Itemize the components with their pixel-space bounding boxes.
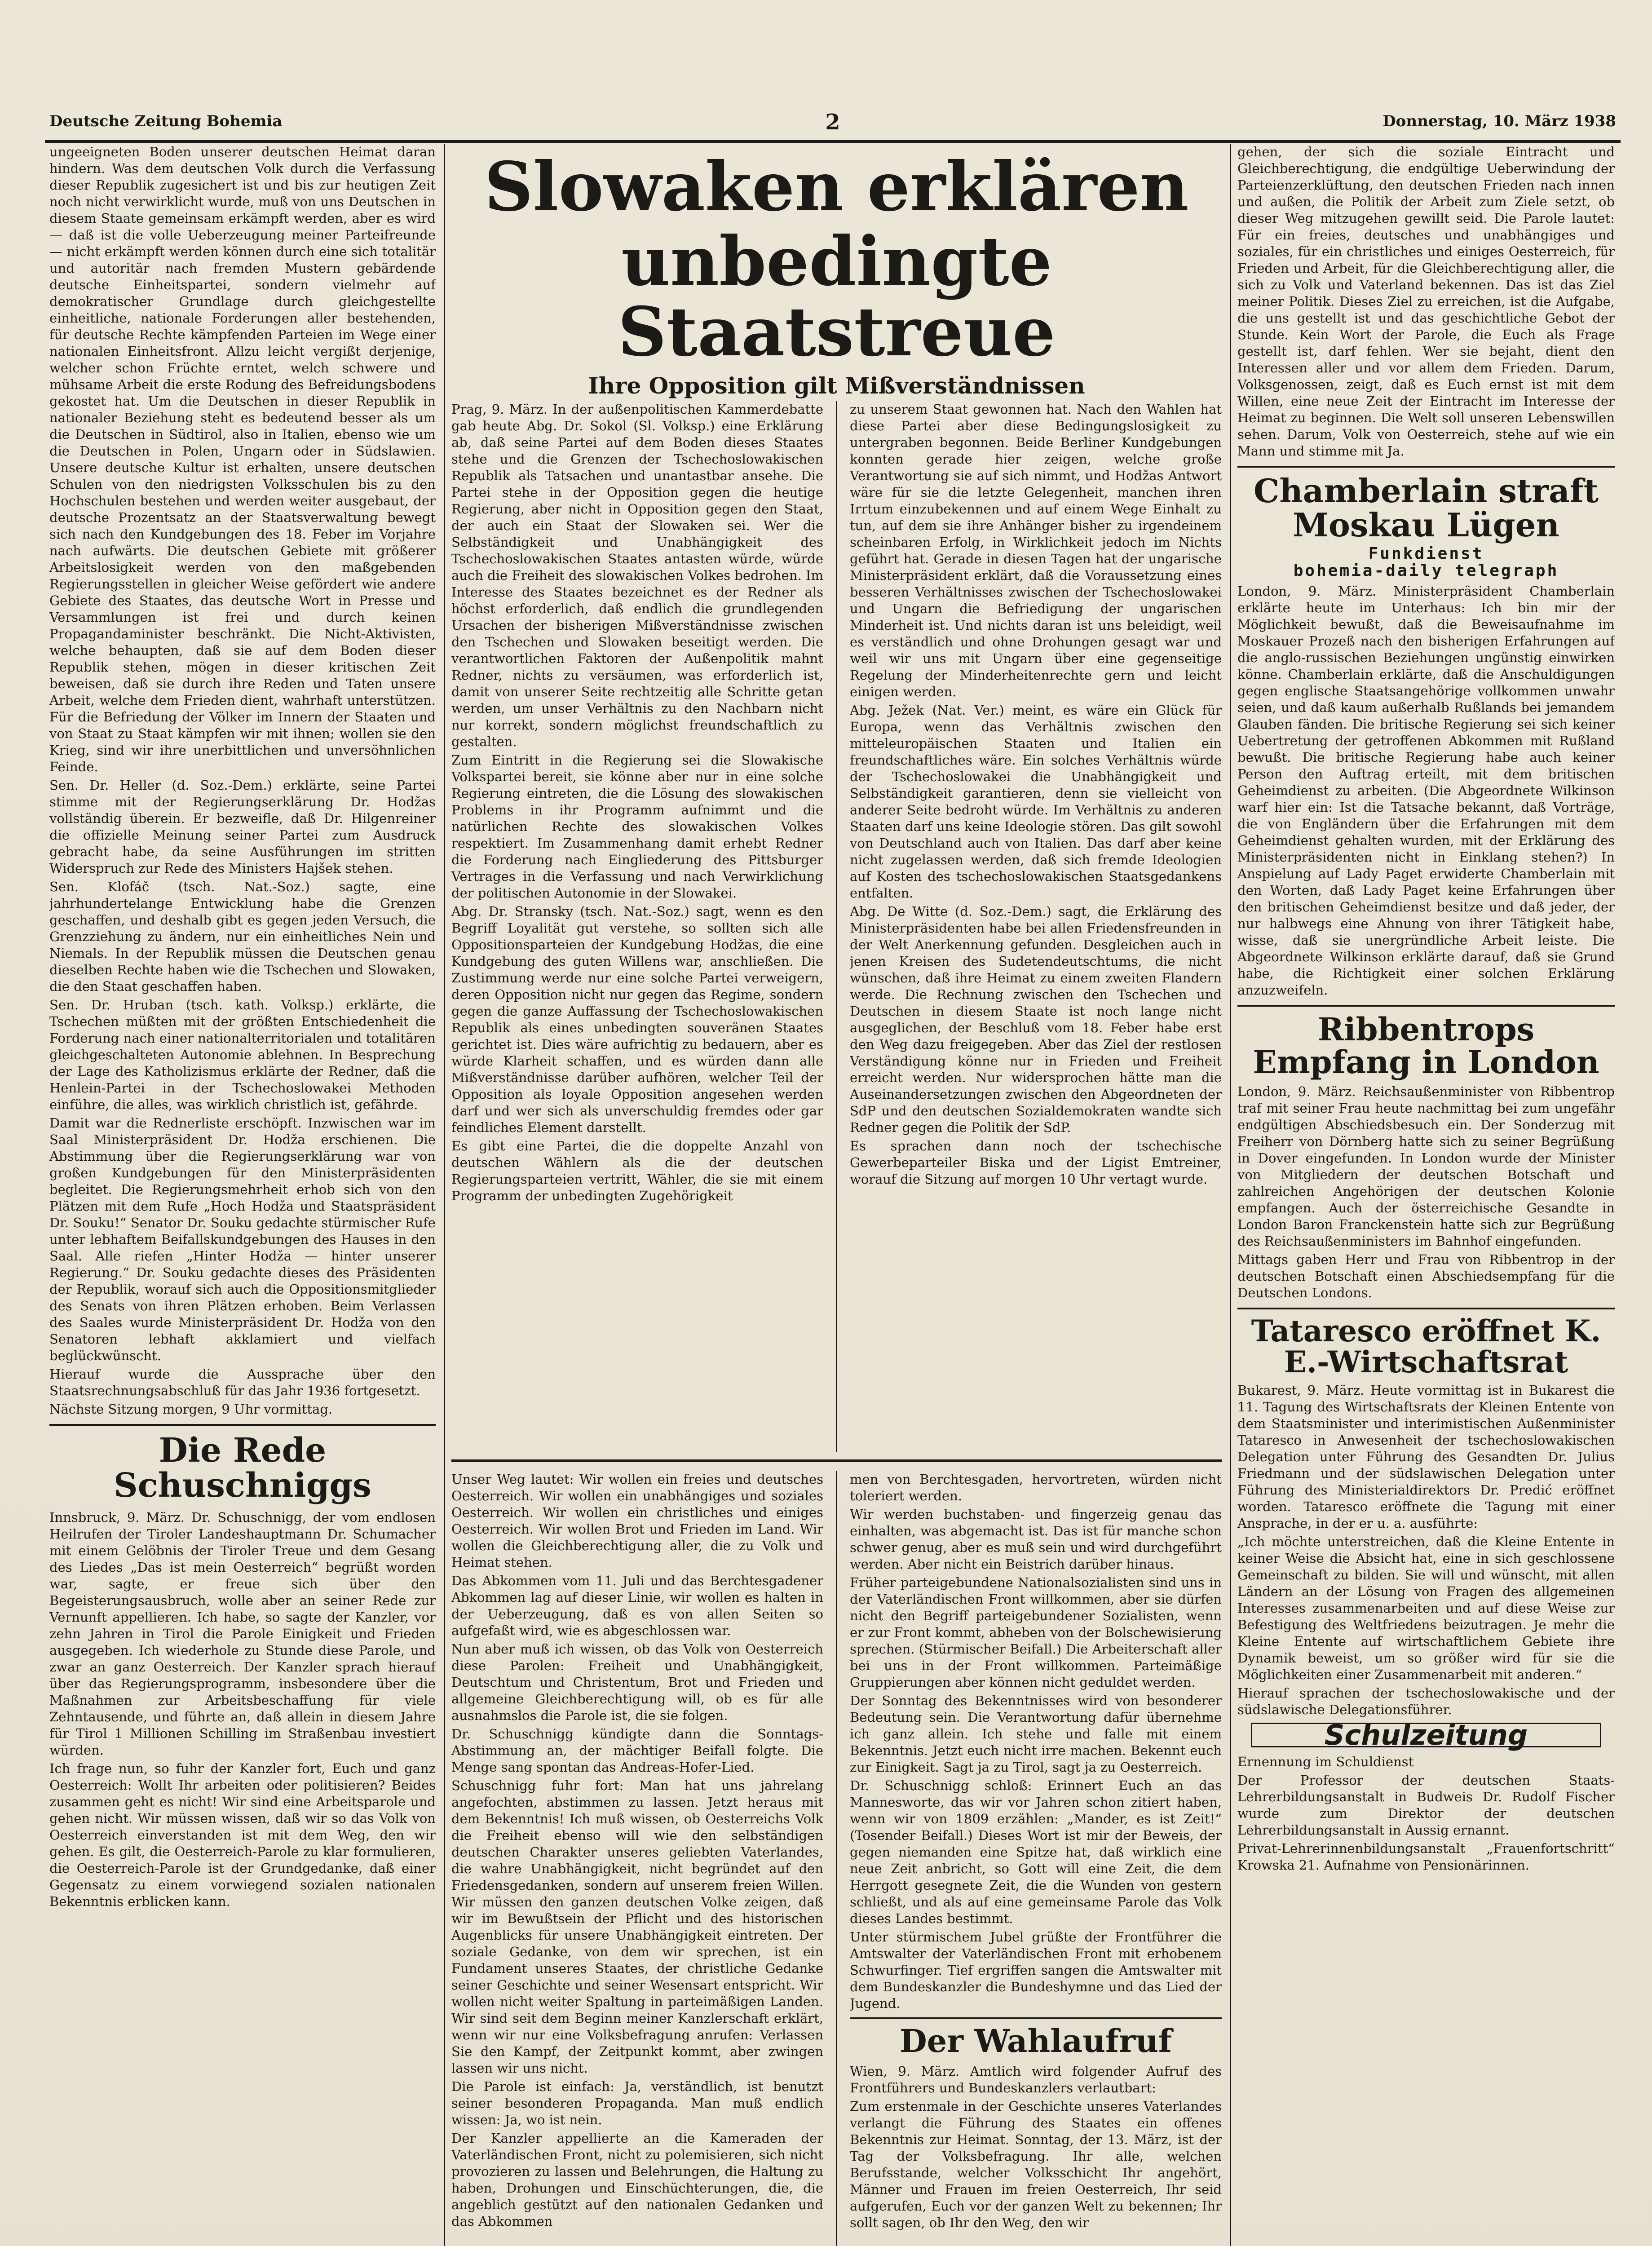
schuschnigg-right-paragraph: Der Sonntag des Bekenntnisses wird von besonderer Bedeutung sein. Die Verantwortung dafür übernehme ich ganz allein. Ich stehe und falle mit einem Bekenntnis. Jetzt euch nicht irre machen. Bekennt euch zur Einigkeit. Sagt ja zu Tirol, sagt ja zu Oesterreich.	[850, 1693, 1222, 1775]
schuschnigg-left-paragraph: Die Parole ist einfach: Ja, verständlich, ist benutzt seiner besonderen Propaganda. Man muß endlich wissen: Ja, wo ist nein.	[451, 2079, 823, 2127]
chamberlain-paragraph: London, 9. März. Ministerpräsident Chamberlain erklärte heute im Unterhaus: Ich bin mir der Möglichkeit bewußt, daß die Beweisaufnahme im Moskauer Prozeß nach den bisherigen Erfahrungen auf die anglo-russischen Beziehungen ungünstig einwirken könne. Chamberlain erklärte, daß die Anschuldigungen gegen englische Staatsangehörige vollkommen unwahr seien, und daß kaum außerhalb Rußlands bei jemandem Glauben fänden. Die britische Regierung sei sich keiner Uebertretung der getroffenen Abkommen mit Rußland bewußt. Die britische Regierung habe auch keiner Person den Auftrag erteilt, mit dem britischen Geheimdienst zu arbeiten. (Die Abgeordnete Wilkinson warf hier ein: Ist die Tatsache bekannt, daß Vorträge, die von Engländern über die Erfahrungen mit dem Geheimdienst gehalten wurden, mit der Erklärung des Ministerpräsidenten nicht in Einklang stehen?) In Anspielung auf Lady Paget erwiderte Chamberlain mit den Worten, daß Lady Paget keine Erfahrungen über den britischen Geheimdienst besitze und daß jeder, der nur halbwegs eine Ahnung von ihrer Tätigkeit habe, wisse, daß sie unergründliche Arbeit leiste. Die Abgeordnete Wilkinson erklärte darauf, daß sie Grund habe, die Richtigkeit einer solchen Erklärung anzuzweifeln.	[1237, 583, 1615, 998]
slowaken-right-paragraph: Abg. De Witte (d. Soz.-Dem.) sagt, die Erklärung des Ministerpräsidenten habe bei allen Friedensfreunden in der Welt Anerkennung gefunden. Desgleichen auch in jenen Kreisen des Sudetendeutschtums, die nicht wünschen, daß ihre Heimat zu einem zweiten Flandern werde. Die Rechnung zwischen den Tschechen und Deutschen in diesem Staate ist noch lange nicht ausgeglichen, der Beschluß vom 18. Feber habe erst den Weg dazu freigegeben. Aber das Ziel der restlosen Verständigung könne nur in Frieden und Freiheit erreicht werden. Nur widersprochen hätte man die Auseinandersetzungen zwischen den Abgeordneten der SdP und den deutschen Sozialdemokraten wandte sich Redner gegen die Politik der SdP.	[850, 904, 1222, 1135]
slowaken-right-paragraph: zu unserem Staat gewonnen hat. Nach den Wahlen hat diese Partei aber diese Bedingungslosigkeit zu untergraben begonnen. Beide Berliner Kundgebungen konnten gerade hier zeigen, welche große Verantwortung sie auf sich nimmt, und Hodžas Antwort wäre für sie die letzte Gelegenheit, manchen ihren Irrtum einzubekennen und auf einem Wege Einhalt zu tun, auf dem sie ihre Anhänger bisher zu irgendeinem scheinbaren Erfolg, in Wirklichkeit jedoch im Nichts geführt hat. Gerade in diesen Tagen hat der ungarische Ministerpräsident erklärt, daß die Voraussetzung eines besseren Verhältnisses zwischen der Tschechoslowakei und Ungarn die Befriedigung der ungarischen Minderheit ist. Und nichts daran ist uns beleidigt, weil es verständlich und ohne Drohungen gesagt war und weil wir uns mit Ungarn über eine gegenseitige Regelung der Minderheitenrechte gern und leicht einigen werden.	[850, 402, 1222, 699]
schuschnigg-continuation-left	[451, 1471, 823, 2246]
header-rule	[45, 140, 1621, 143]
tataresco-paragraph: Hierauf sprachen der tschechoslowakische und der südslawische Delegationsführer.	[1237, 1685, 1615, 1718]
column-rule-3	[1230, 144, 1231, 2246]
schuschnigg-right-paragraph: Dr. Schuschnigg schloß: Erinnert Euch an das Mannesworte, das wir vor Jahren schon zitiert haben, wenn wir von 1809 erzählen: „Mander, es ist Zeit!“ (Tosender Beifall.) Dieses Wort ist mir der Beweis, der gegen niemanden eine Spitze hat, daß wirklich eine neue Zeit anbricht, so Gott will eine Zeit, die dem Herrgott gesegnete Zeit, die die Wunden von gestern schließt, und als auf eine gemeinsame Parole das Volk dieses Landes bestimmt.	[850, 1778, 1222, 1926]
page-header	[49, 112, 1616, 139]
schuschnigg-left-paragraph: Der Kanzler appellierte an die Kameraden der Vaterländischen Front, nicht zu polemisieren, sich nicht provozieren zu lassen und Belehrungen, die Haltung zu haben, Drohungen und Einschüchterungen, die, die angeblich gestützt auf den nationalen Gedanken und das Abkommen	[451, 2131, 823, 2229]
chamberlain-source-2: bohemia-daily telegraph	[1293, 561, 1559, 580]
schuschnigg-left-paragraph: Das Abkommen vom 11. Juli und das Berchtesgadener Abkommen lag auf dieser Linie, wir wollen es halten in der Ueberzeugung, daß es von allen Seiten so aufgefaßt wird, wie es abgeschlossen war.	[451, 1573, 823, 1638]
center-divider	[451, 1459, 1222, 1462]
schuschnigg-right-paragraph: Wir werden buchstaben- und fingerzeig genau das einhalten, was abgemacht ist. Das ist für manche schon schwer genug, aber es muß sein und wird durchgeführt werden. Aber nicht ein Beistrich darüber hinaus.	[850, 1507, 1222, 1572]
rede-paragraph: Innsbruck, 9. März. Dr. Schuschnigg, der vom endlosen Heilrufen der Tiroler Landeshauptmann Dr. Schumacher mit einem Gelöbnis der Tiroler Treue und dem Gesang des Liedes „Das ist mein Oesterreich“ begrüßt worden war, sagte, er freue sich über den Begeisterungsausbruch, wolle aber an seiner Rede zur Vernunft appellieren. Ich habe, so sagte der Kanzler, vor zehn Jahren in Tirol die Parole Einigkeit und Frieden ausgegeben. Ich wiederhole zu Stunde diese Parole, und zwar an ganz Oesterreich. Der Kanzler sprach hierauf über das Regierungsprogramm, insbesondere über die Maßnahmen zur Arbeitsbeschaffung für viele Zehntausende, und führte an, daß allein in diesem Jahre für Tirol 1 Millionen Schilling im Straßenbau investiert würden.	[49, 1510, 436, 1758]
main-headline-line2: unbedingte Staatstreue	[618, 221, 1056, 371]
issue-date: Donnerstag, 10. März 1938	[1383, 112, 1616, 130]
col1-intro-paragraph: Damit war die Rednerliste erschöpft. Inzwischen war im Saal Ministerpräsident Dr. Hodža erschienen. Die Abstimmung über die Regierungserklärung war von großen Kundgebungen für den Ministerpräsidenten begleitet. Die Regierungsmehrheit erhob sich von den Plätzen mit dem Rufe „Hoch Hodža und Staatspräsident Dr. Souku!“ Senator Dr. Souku gedachte stürmischer Rufe unter lebhaftem Beifallskundgebungen des Hauses in den Saal. Alle riefen „Hinter Hodža — hinter unserer Regierung.“ Dr. Souku gedachte dieses des Präsidenten der Republik, worauf sich auch die Oppositionsmitglieder des Senats von ihren Plätzen erhoben. Beim Verlassen des Saales wurde Ministerpräsident Dr. Hodža von den Senatoren lebhaft akklamiert und vielfach beglückwünscht.	[49, 1115, 436, 1363]
wahl-headline: Der Wahlaufruf	[899, 2022, 1172, 2060]
col4-divider-3	[1237, 1308, 1615, 1309]
chamberlain-source-1: Funkdienst	[1368, 544, 1484, 563]
ribbentrop-paragraph: London, 9. März. Reichsaußenminister von Ribbentrop traf mit seiner Frau heute nachmittag bei zum ungefähr endgültigen Abschiedsbesuch ein. Der Sonderzug mit Freiherr von Dörnberg hatte sich zu seiner Begrüßung in Dover eingefunden. In London wurde der Minister von Mitgliedern der deutschen Botschaft und zahlreichen Angehörigen der deutschen Kolonie empfangen. Auch der österreichische Gesandte in London Baron Franckenstein hatte sich zur Begrüßung des Reichsaußenministers im Bahnhof eingefunden.	[1237, 1083, 1615, 1249]
rede-article	[49, 1509, 436, 1910]
schuschnigg-left-paragraph: Dr. Schuschnigg kündigte dann die Sonntags-Abstimmung an, der mächtiger Beifall folgte. Die Menge sang spontan das Andreas-Hofer-Lied.	[451, 1726, 823, 1775]
col4-top-paragraph: gehen, der sich die soziale Eintracht und Gleichberechtigung, die endgültige Ueberwindung der Parteienzerklüftung, den deutschen Frieden nach innen und außen, die Politik der Arbeit zum Ziele setzt, ob dieser Weg mitzugehen gewillt seid. Die Parole lautet: Für ein freies, deutsches und unabhängiges und soziales, für ein christliches und einiges Oesterreich, für Frieden und Arbeit, für die Gleichberechtigung aller, die sich zu Volk und Vaterland bekennen. Das ist das Ziel meiner Politik. Dieses Ziel zu erreichen, ist die Aufgabe, die uns gestellt ist und das geschichtliche Gebot der Stunde. Kein Wort der Parole, die Euch als Frage gestellt ist, darf fehlen. Wer sie bejaht, dient den Interessen aller und vor allem dem Frieden. Darum, Volksgenossen, zeigt, daß es Euch ernst ist mit dem Willen, eine neue Zeit der Eintracht im Interesse der Heimat zu beginnen. Die Welt soll unseren Lebenswillen sehen. Darum, Volk von Oesterreich, stehe auf wie ein Mann und stimme mit Ja.	[1237, 144, 1615, 459]
wahl-paragraph: Zum erstenmale in der Geschichte unseres Vaterlandes verlangt die Führung des Staates ein offenes Bekenntnis zur Heimat. Sonntag, der 13. März, ist der Tag der Volksbefragung. Ihr alle, welchen Berufsstande, welcher Volksschicht Ihr angehört, Männer und Frauen im freien Oesterreich, Ihr seid aufgerufen, Euch vor der ganzen Welt zu bekennen; Ihr sollt sagen, ob Ihr den Weg, den wir	[850, 2098, 1222, 2230]
slowaken-right-paragraph: Abg. Ježek (Nat. Ver.) meint, es wäre ein Glück für Europa, wenn das Verhältnis zwischen den mitteleuropäischen Staaten und Italien ein freundschaftliches wäre. Ein solches Verhältnis würde der Tschechoslowakei die Unabhängigkeit und Selbständigkeit garantieren, denn sie vielleicht von anderer Seite bedroht würde. Im Verhältnis zu anderen Staaten darf uns keine Ideologie stören. Das gilt sowohl von Deutschland auch von Italien. Das darf aber keine nicht zugelassen werden, daß sich fremde Ideologien auf Kosten des tschechoslowakischen Staatsgedankens entfalten.	[850, 703, 1222, 901]
slowaken-left-paragraph: Abg. Dr. Stransky (tsch. Nat.-Soz.) sagt, wenn es den Begriff Loyalität gut verstehe, so sollten sich alle Oppositionsparteien der Kundgebung Hodžas, die eine Kundgebung des guten Willens war, anschließen. Die Zustimmung werde nur eine solche Partei verweigern, deren Opposition nicht nur gegen das Regime, sondern gegen die ganze Auffassung der Tschechoslowakischen Republik als eines unbedingten souveränen Staates gerichtet ist. Dies wäre aufrichtig zu bedauern, aber es würde Klarheit schaffen, und es würden dann alle Mißverständnisse darüber aufhören, welcher Teil der Opposition als loyale Opposition angesehen werden darf und wer sich als unverschuldig fremdes oder gar feindliches Element darstellt.	[451, 904, 823, 1135]
col1-intro-paragraph: Hierauf wurde die Aussprache über den Staatsrechnungsabschluß für das Jahr 1936 fortgesetzt.	[49, 1366, 436, 1398]
main-subheadline: Ihre Opposition gilt Mißverständnissen	[588, 372, 1085, 399]
column-4	[1237, 144, 1615, 2246]
chamberlain-headline: Chamberlain straft Moskau Lügen	[1254, 472, 1599, 544]
slowaken-left-paragraph: Prag, 9. März. In der außenpolitischen Kammerdebatte gab heute Abg. Dr. Sokol (Sl. Volksp.) eine Erklärung ab, daß seine Partei auf dem Boden dieses Staates stehe und die Grenzen der Tschechoslowakischen Republik als Tatsachen und unantastbar ansehe. Die Partei stehe in der Opposition gegen die heutige Regierung, aber nicht in Opposition gegen den Staat, der auch ein Staat der Slowaken sei. Wer die Selbständigkeit und Unabhängigkeit des Tschechoslowakischen Staates antasten würde, würde auch die Freiheit des slowakischen Volkes bedrohen. Im Interesse des Staates bezeichnet es der Redner als höchst erforderlich, daß endlich die grundlegenden Ursachen der bisherigen Mißverständnisse zwischen den Tschechen und Slowaken beseitigt werden. Die verantwortlichen Faktoren der Außenpolitik mahnt Redner, nichts zu versäumen, was erforderlich ist, damit von unserer Seite rechtzeitig alle Schritte getan werden, um unser Verhältnis zu den Nachbarn nicht nur korrekt, sondern möglichst freundschaftlich zu gestalten.	[451, 402, 823, 749]
slowaken-left-paragraph: Zum Eintritt in die Regierung sei die Slowakische Volkspartei bereit, sie könne aber nur in eine solche Regierung eintreten, die die Lösung des slowakischen Problems in ihr Programm aufnimmt und die natürlichen Rechte des slowakischen Volkes respektiert. Im Zusammenhang damit erhebt Redner die Forderung nach Eingliederung des Pittsburger Vertrages in die Verfassung und nach Verwirklichung der politischen Autonomie in der Slowakei.	[451, 752, 823, 901]
schulzeitung-paragraph: Der Professor der deutschen Staats-Lehrerbildungsanstalt in Budweis Dr. Rudolf Fischer wurde zum Direktor der deutschen Lehrerbildungsanstalt in Aussig ernannt.	[1237, 1773, 1615, 1838]
schuschnigg-right-paragraph: Unter stürmischem Jubel grüßte der Frontführer die Amtswalter der Vaterländischen Front mit erhobenem Schwurfinger. Tief ergriffen sangen die Amtswalter mit dem Bundeskanzler die Bundeshymne und das Lied der Jugend.	[850, 1929, 1222, 2011]
col1-intro-paragraph: Sen. Dr. Heller (d. Soz.-Dem.) erklärte, seine Partei stimme mit der Regierungserklärung Dr. Hodžas vollständig überein. Er bezweifle, daß Dr. Hilgenreiner die offizielle Meinung seiner Partei zum Ausdruck gebracht habe, da seine Ausführungen im stritten Widerspruch zur Rede des Ministers Hajšek stehen.	[49, 778, 436, 876]
masthead-name: Deutsche Zeitung Bohemia	[49, 112, 283, 130]
main-article-left	[451, 401, 823, 1452]
col4-divider-2	[1237, 1005, 1615, 1007]
schuschnigg-left-paragraph: Unser Weg lautet: Wir wollen ein freies und deutsches Oesterreich. Wir wollen ein unabhängiges und soziales Oesterreich. Wir wollen ein christliches und einiges Oesterreich. Wir wollen Brot und Frieden im Land. Wir wollen die Gleichberechtigung aller, die zu Volk und Heimat stehen.	[451, 1472, 823, 1570]
schuschnigg-continuation-right	[850, 1471, 1222, 2246]
column-rule-1	[444, 144, 445, 2246]
rede-paragraph: Ich frage nun, so fuhr der Kanzler fort, Euch und ganz Oesterreich: Wollt Ihr arbeiten oder politisieren? Beides zusammen geht es nicht! Wir sind eine Arbeitsparole und gehen nicht. Wir müssen wissen, daß wir so das Volk von Oesterreich einverstanden ist mit dem Weg, den wir gehen. Es gilt, die Oesterreich-Parole zu klar formulieren, die Oesterreich-Parole ist der Grundgedanke, daß einer Gegensatz zu einem vorwiegend sozialen nationalen Bekenntnis erblicken kann.	[49, 1761, 436, 1910]
col1-intro-paragraph: Sen. Klofáč (tsch. Nat.-Soz.) sagte, eine jahrhundertelange Entwicklung habe die Grenzen geschaffen, und deshalb gibt es gegen jeden Versuch, die Grenzziehung zu ändern, nur ein einheitliches Nein und Niemals. In der Republik müssen die Deutschen genau dieselben Rechte haben wie die Tschechen und Slowaken, die den Staat geschaffen haben.	[49, 879, 436, 994]
tataresco-headline: Tataresco eröffnet K. E.-Wirtschaftsrat	[1251, 1313, 1601, 1380]
column-1	[49, 144, 436, 2246]
center-article	[451, 144, 1222, 2246]
col1-intro-paragraph: Nächste Sitzung morgen, 9 Uhr vormittag.	[49, 1402, 333, 1417]
col1-divider	[49, 1424, 436, 1426]
col1-intro-paragraph: ungeeigneten Boden unserer deutschen Heimat daran hindern. Was dem deutschen Volk durch die Verfassung dieser Republik zugesichert ist und bis zur heutigen Zeit noch nicht verwirklicht wurde, muß von uns Deutschen in diesem Staate gemeinsam erkämpft werden, aber es wird — daß ist die volle Ueberzeugung meiner Parteifreunde — nicht erkämpft werden können durch eine sich totalitär und autoritär nach fremden Mustern gebärdende deutsche Einheitspartei, sondern vielmehr auf demokratischer Grundlage durch gleichgestellte einheitliche, nationale Forderungen aller bestehenden, für deutsche Rechte kämpfenden Parteien im Wege einer nationalen Einheitsfront. Allzu leicht vergißt derjenige, welcher schon Früchte erntet, welch schwere und mühsame Arbeit die erste Rodung des Befreidungsbodens gekostet hat. Um die Deutschen in dieser Republik in nationaler Beziehung steht es bedeutend besser als um die Deutschen in Südtirol, also in Italien, ebenso wie um die Deutschen in Polen, Ungarn oder in Südslawien. Unsere deutsche Kultur ist erhalten, unsere deutschen Schulen von den niedrigsten Volksschulen bis zu den Hochschulen bestehen und werden weiter ausgebaut, der deutsche Prozentsatz an der Staatsverwaltung bewegt sich nach den Kundgebungen des 18. Feber im Vorjahre nach aufwärts. Die deutschen Gebiete mit größerer Arbeitslosigkeit werden von den maßgebenden Regierungsstellen in gleicher Weise gefördert wie andere Gebiete des Staates, das deutsche Wort in Presse und Versammlungen ist frei und durch keinen Propagandaminister beschränkt. Die Nicht-Aktivisten, welche behaupten, daß sie auf dem Boden dieser Republik stehen, mögen in dieser kritischen Zeit beweisen, daß sie durch ihre Reden und Taten unsere Arbeit, welche dem Frieden dient, wahrhaft unterstützen. Für die Befriedung der Völker im Innern der Staaten und von Staat zu Staat kämpfen wir mit ihnen; wollen sie den Krieg, sind wir ihre unerbittlichen und unversöhnlichen Feinde.	[49, 144, 436, 774]
schuschnigg-left-paragraph: Nun aber muß ich wissen, ob das Volk von Oesterreich diese Parolen: Freiheit und Unabhängigkeit, Deutschtum und Christentum, Brot und Frieden und allgemeine Gleichberechtigung will, ob es für alle ausnahmslos die Parole ist, die sie folgen.	[451, 1641, 823, 1723]
col4-divider-1	[1237, 466, 1615, 468]
ribbentrop-headline: Ribbentrops Empfang in London	[1253, 1010, 1599, 1081]
schulzeitung-paragraph: Ernennung im Schuldienst	[1237, 1754, 1414, 1770]
schulzeitung-headline: Schulzeitung	[1251, 1723, 1601, 1747]
tataresco-paragraph: Bukarest, 9. März. Heute vormittag ist in Bukarest die 11. Tagung des Wirtschaftsrats der Kleinen Entente von dem Staatsminister und interimistischen Außenminister Tataresco in Anwesenheit der tschechoslowakischen Delegation unter Führung des Gesandten Dr. Julius Friedmann und der südslawischen Delegation unter Führung des Ministerialdirektors Dr. Predić eröffnet worden. Tataresco eröffnete die Tagung mit einer Ansprache, in der er u. a. ausführte:	[1237, 1383, 1615, 1531]
center-rule	[836, 401, 837, 1452]
main-headline-line1: Slowaken erklären	[484, 147, 1189, 226]
col1-intro-paragraph: Sen. Dr. Hruban (tsch. kath. Volksp.) erklärte, die Tschechen müßten mit der größten Entschiedenheit die Forderung nach einer nationalterritorialen und totalitären gleichgeschalteten Autonomie ablehnen. In Besprechung der Lage des Katholizismus erklärte der Redner, daß die Henlein-Partei in der Tschechoslowakei Methoden einführe, die alles, was wirklich christlich ist, gefährde.	[49, 997, 436, 1112]
schulzeitung-paragraph: Privat-Lehrerinnenbildungsanstalt „Frauenfortschritt“ Krowska 21. Aufnahme von Pensionärinnen.	[1237, 1841, 1615, 1873]
wahl-paragraph: Wien, 9. März. Amtlich wird folgender Aufruf des Frontführers und Bundeskanzlers verlautbart:	[850, 2063, 1222, 2096]
slowaken-right-paragraph: Es sprachen dann noch der tschechische Gewerbeparteiler Biska und der Ligist Emtreiner, worauf die Sitzung auf morgen 10 Uhr vertagt wurde.	[850, 1138, 1222, 1187]
rede-headline: Die Rede Schuschniggs	[114, 1431, 371, 1505]
slowaken-left-paragraph: Es gibt eine Partei, die die doppelte Anzahl von deutschen Wählern als die der deutschen Regierungsparteien vertritt, Wähler, die sie mit einem Programm der unbedingten Zugehörigkeit	[451, 1138, 823, 1203]
ribbentrop-paragraph: Mittags gaben Herr und Frau von Ribbentrop in der deutschen Botschaft einen Abschiedsempfang für die Deutschen Londons.	[1237, 1251, 1615, 1300]
page-number: 2	[825, 110, 840, 135]
schuschnigg-left-paragraph: Schuschnigg fuhr fort: Man hat uns jahrelang angefochten, abstimmen zu lassen. Jetzt heraus mit dem Bekenntnis! Ich muß wissen, ob Oesterreichs Volk die Freiheit ebenso will wie den selbständigen deutschen Charakter unseres geliebten Vaterlandes, die wahre Unabhängigkeit, nicht begründet auf den Friedensgedanken, sondern auf unserem freien Willen. Wir müssen den ganzen deutschen Volke zeigen, daß wir im Bewußtsein der Pflicht und des historischen Augenblicks für unsere Unabhängigkeit eintreten. Der soziale Gedanke, von dem wir sprechen, ist ein Fundament unseres Staates, der christliche Gedanke seiner Geschichte und seiner Wesensart entspricht. Wir wollen nicht weiter Spaltung in parteimäßigen Landen. Wir sind seit dem Beginn meiner Kanzlerschaft erklärt, wenn wir nur eine Volksbefragung anrufen: Verlassen Sie den Kampf, der Zeitpunkt kommt, aber zwingen lassen wir uns nicht.	[451, 1778, 823, 2076]
wahl-divider	[850, 2017, 1222, 2019]
schuschnigg-right-paragraph: men von Berchtesgaden, hervortreten, würden nicht toleriert werden.	[850, 1472, 1222, 1503]
lower-rule	[836, 1471, 837, 2246]
col1-intro	[49, 144, 436, 1418]
main-article-right	[850, 401, 1222, 1452]
tataresco-paragraph: „Ich möchte unterstreichen, daß die Kleine Entente in keiner Weise die Absicht hat, eine in sich geschlossene Gemeinschaft zu bilden. Sie will und wünscht, mit allen Ländern an der Lösung von Fragen des allgemeinen Interesses zusammenarbeiten und auf diese Weise zur Befestigung des Weltfriedens beizutragen. Je mehr die Kleine Entente auf wirtschaftlichem Gebiete ihre Dynamik beweist, um so größer wird für sie die Möglichkeiten einer Zusammenarbeit mit anderen.“	[1237, 1534, 1615, 1683]
schuschnigg-right-paragraph: Früher parteigebundene Nationalsozialisten sind uns in der Vaterländischen Front willkommen, aber sie dürfen nicht den Begriff parteigebundener Sozialisten, wenn er zur Front kommt, abheben von der Bolschewisierung sprechen. (Stürmischer Beifall.) Die Arbeiterschaft aller bei uns in der Front willkommen. Parteimäßige Gruppierungen aber können nicht geduldet werden.	[850, 1575, 1222, 1690]
